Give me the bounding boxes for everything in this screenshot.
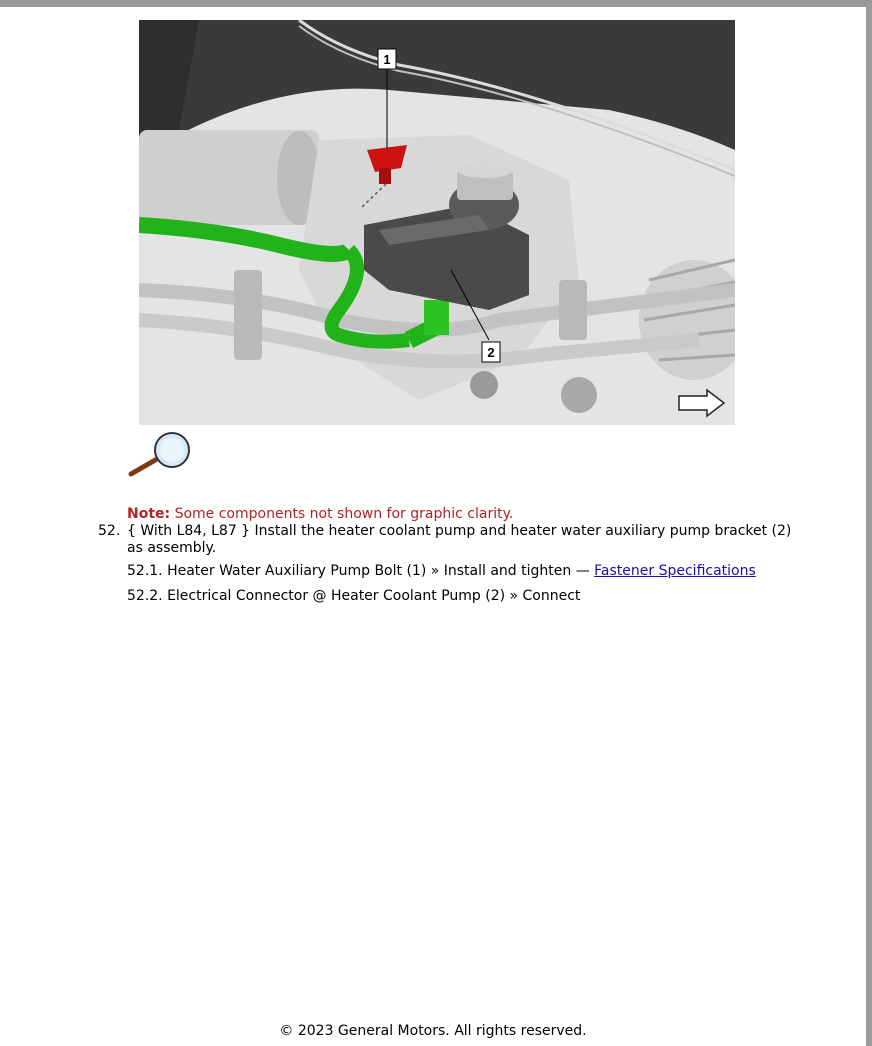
- substep-52-1: [127, 563, 756, 579]
- right-scrollbar-edge: [866, 0, 872, 1046]
- graphic-note: [127, 506, 513, 522]
- note-text: Some components not shown for graphic clarity.: [174, 506, 514, 522]
- copyright-footer: © 2023 General Motors. All rights reserved.: [279, 1023, 587, 1039]
- step-text: { With L84, L87 } Install the heater coolant pump and heater water auxiliary pump bracket (2) as assembly.: [127, 523, 792, 556]
- step-number: 52.: [98, 523, 121, 539]
- service-illustration: [139, 20, 735, 425]
- callout-1-label: 1: [383, 52, 391, 67]
- top-border: [0, 0, 872, 7]
- callout-2-label: 2: [487, 345, 495, 360]
- magnifier-icon[interactable]: [127, 430, 193, 478]
- substep-text: 52.1. Heater Water Auxiliary Pump Bolt (1) » Install and tighten —: [127, 563, 595, 579]
- fastener-specifications-link[interactable]: Fastener Specifications: [594, 563, 756, 579]
- substep-text: 52.2. Electrical Connector @ Heater Coolant Pump (2) » Connect: [127, 588, 581, 604]
- note-label: Note:: [127, 506, 171, 522]
- substep-52-2: [127, 588, 580, 604]
